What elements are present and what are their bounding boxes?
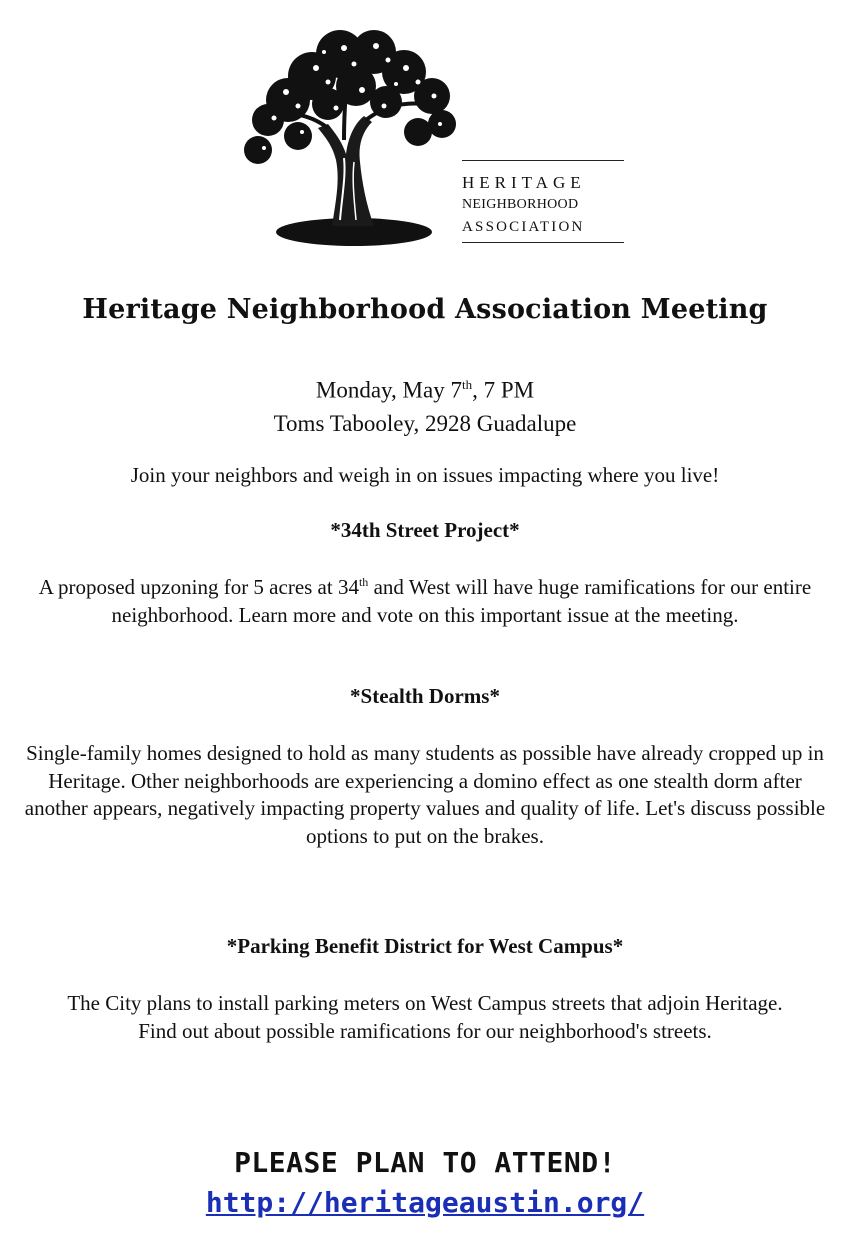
section-body-parking-district: The City plans to install parking meters on West Campus streets that adjoin Heritage. Find out about possible ramifications for our neighborhood's streets. xyxy=(67,991,783,1043)
page-title: Heritage Neighborhood Association Meeting xyxy=(82,294,768,325)
section-heading-34th-street: *34th Street Project* xyxy=(330,518,520,542)
section-heading-stealth-dorms: *Stealth Dorms* xyxy=(350,684,500,708)
website-link-row xyxy=(0,1186,850,1219)
section-body-34th-street: A proposed upzoning for 5 acres at 34th and West will have huge ramifications for our entire neighborhood. Learn more and vote on this important issue at the meeting. xyxy=(38,575,812,627)
logo-line-neighborhood: NEIGHBORHOOD xyxy=(462,197,579,212)
section-heading-parking-district: *Parking Benefit District for West Campus* xyxy=(226,934,624,958)
oak-tree-icon xyxy=(228,20,468,252)
meeting-details xyxy=(0,368,850,440)
intro-text: Join your neighbors and weigh in on issues impacting where you live! xyxy=(130,463,720,487)
logo-line-heritage: HERITAGE xyxy=(462,173,586,192)
logo-wordmark xyxy=(462,172,622,238)
section-body-stealth-dorms: Single-family homes designed to hold as many students as possible have already cropped up in Heritage. Other neighborhoods are experiencing a domino effect as one stealth dorm after another appears, negatively impacting property values and quality of life. Let's discuss possible options to put on the brakes. xyxy=(24,741,826,848)
logo-rule-bottom xyxy=(462,242,624,243)
association-logo xyxy=(228,20,628,252)
meeting-location: Toms Tabooley, 2928 Guadalupe xyxy=(273,410,577,436)
logo-rule-top xyxy=(462,160,624,161)
website-link[interactable]: http://heritageaustin.org/ xyxy=(205,1186,645,1219)
logo-line-association: ASSOCIATION xyxy=(462,219,585,235)
meeting-date: Monday, May 7th, 7 PM xyxy=(315,377,535,403)
call-to-action: PLEASE PLAN TO ATTEND! xyxy=(234,1146,616,1179)
